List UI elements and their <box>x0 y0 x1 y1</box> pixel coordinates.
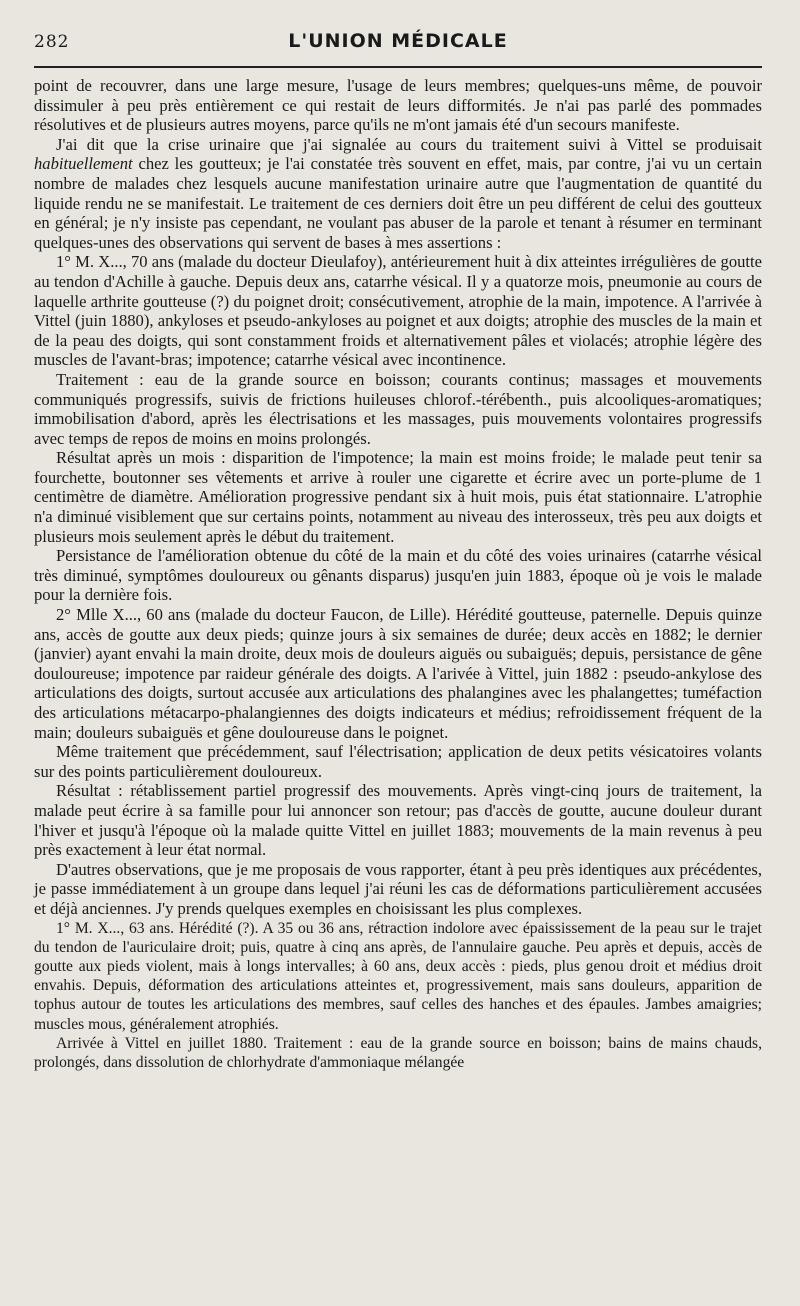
paragraph: 1° M. X..., 63 ans. Hérédité (?). A 35 ou 36 ans, rétraction indolore avec épaississement de la peau sur le trajet du tendon de l'auriculaire droit; puis, quatre à cinq ans après, de l'annulaire gauche. Peu après et depuis, accès de goutte aux pieds violent, mais à longs intervalles; à 60 ans, deux accès : pieds, plus genou droit et médius droit envahis. Depuis, déformation des articulations atteintes et, progressivement, mais sans douleurs, apparition de tophus autour de toutes les articulations des membres, sauf celles des hanches et des épaules. Jambes amaigries; muscles mous, généralement atrophiés. <box>34 919 762 1033</box>
paragraph: Arrivée à Vittel en juillet 1880. Traitement : eau de la grande source en boisson; bains de mains chauds, prolongés, dans dissolution de chlorhydrate d'ammoniaque mélangée <box>34 1034 762 1071</box>
journal-title: L'UNION MÉDICALE <box>288 30 508 52</box>
page-number: 282 <box>34 32 70 52</box>
paragraph-text: J'ai dit que la crise urinaire que j'ai signalée au cours du traitement suivi à Vittel se produisait <box>56 134 762 154</box>
paragraph: 1° M. X..., 70 ans (malade du docteur Dieulafoy), antérieurement huit à dix atteintes irrégulières de goutte au tendon d'Achille à gauche. Depuis deux ans, catarrhe vésical. Il y a quatorze mois, pneumonie au cours de laquelle arthrite goutteuse (?) du poignet droit; consécutivement, atrophie de la main, impotence. A l'arrivée à Vittel (juin 1880), ankyloses et pseudo-ankyloses au poignet et aux doigts; atrophie des muscles de la main et de la peau des doigts, qui sont constamment froids et alternativement pâles et violacés; atrophie légère des muscles de l'avant-bras; impotence; catarrhe vésical avec incontinence. <box>34 252 762 370</box>
paragraph: 2° Mlle X..., 60 ans (malade du docteur Faucon, de Lille). Hérédité goutteuse, paternelle. Depuis quinze ans, accès de goutte aux deux pieds; quinze jours à six semaines de durée; deux accès en 1882; le dernier (janvier) ayant envahi la main droite, deux mois de douleurs aiguës ou subaiguës; depuis, persistance de gêne douloureuse; impotence par raideur générale des doigts. A l'arivée à Vittel, juin 1882 : pseudo-ankylose des articulations des doigts, surtout accusée aux articulations des phalangines avec les phalangettes; tuméfaction des articulations métacarpo-phalangiennes des doigts indicateurs et médius; refroidissement fréquent de la main; douleurs subaiguës et gêne douloureuse dans le poignet. <box>34 605 762 742</box>
paragraph: point de recouvrer, dans une large mesure, l'usage de leurs membres; quelques-uns même, de pouvoir dissimuler à peu près entièrement ce qui restait de leurs difformités. Je n'ai pas parlé des pommades résolutives et de plusieurs autres moyens, parce qu'ils ne m'ont jamais été d'un secours manifeste. <box>34 76 762 135</box>
paragraph: Résultat : rétablissement partiel progressif des mouvements. Après vingt-cinq jours de traitement, la malade peut écrire à sa famille pour lui annoncer son retour; pas d'accès de goutte, aucune douleur durant l'hiver et jusqu'à l'époque où la malade quitte Vittel en juillet 1883; mouvements de la main revenus à peu près exactement à leur état normal. <box>34 781 762 860</box>
paragraph <box>34 135 762 253</box>
paragraph: Persistance de l'amélioration obtenue du côté de la main et du côté des voies urinaires (catarrhe vésical très diminué, symptômes douloureux ou gênants disparus) jusqu'en juin 1883, époque où je vois le malade pour la dernière fois. <box>34 546 762 605</box>
emphasis-text: habituellement <box>34 154 133 174</box>
paragraph: D'autres observations, que je me proposais de vous rapporter, étant à peu près identiques aux précédentes, je passe immédiatement à un groupe dans lequel j'ai réuni les cas de déformations particulièrement accusées et déjà anciennes. J'y prends quelques exemples en choisissant les plus complexes. <box>34 859 762 918</box>
paragraph-text: chez les goutteux; je l'ai constatée très souvent en effet, mais, par contre, j'ai vu un certain nombre de malades chez lesquels aucune manifestation urinaire autre que l'augmentation de quantité du liquide rendu ne se manifestait. Le traitement de ces derniers doit être un peu différent de celui des goutteux en général; je n'y insiste pas cependant, ne voulant pas abuser de la parole et tenant à résumer en terminant quelques-unes des observations qui servent de bases à mes assertions : <box>34 154 762 252</box>
header-rule <box>34 66 762 68</box>
paragraph: Même traitement que précédemment, sauf l'électrisation; application de deux petits vésicatoires volants sur des points particulièrement douloureux. <box>34 742 762 781</box>
page-header <box>34 30 762 60</box>
paragraph: Traitement : eau de la grande source en boisson; courants continus; massages et mouvements communiqués progressifs, suivis de frictions huileuses chlorof.-térébenth., puis alcooliques-aromatiques; immobilisation d'abord, après les électrisations et les massages, puis mouvements volontaires progressifs avec temps de repos de moins en moins prolongés. <box>34 369 762 448</box>
article-body <box>34 76 762 1072</box>
paragraph: Résultat après un mois : disparition de l'impotence; la main est moins froide; le malade peut tenir sa fourchette, boutonner ses vêtements et arrive à rouler une cigarette et écrire avec un porte-plume de 1 centimètre de diamètre. Amélioration progressive pendant six à huit mois, puis état stationnaire. L'atrophie n'a diminué visiblement que sur certains points, notamment au niveau des interosseux, très peu aux doigts et plusieurs mois seulement après le début du traitement. <box>34 448 762 546</box>
